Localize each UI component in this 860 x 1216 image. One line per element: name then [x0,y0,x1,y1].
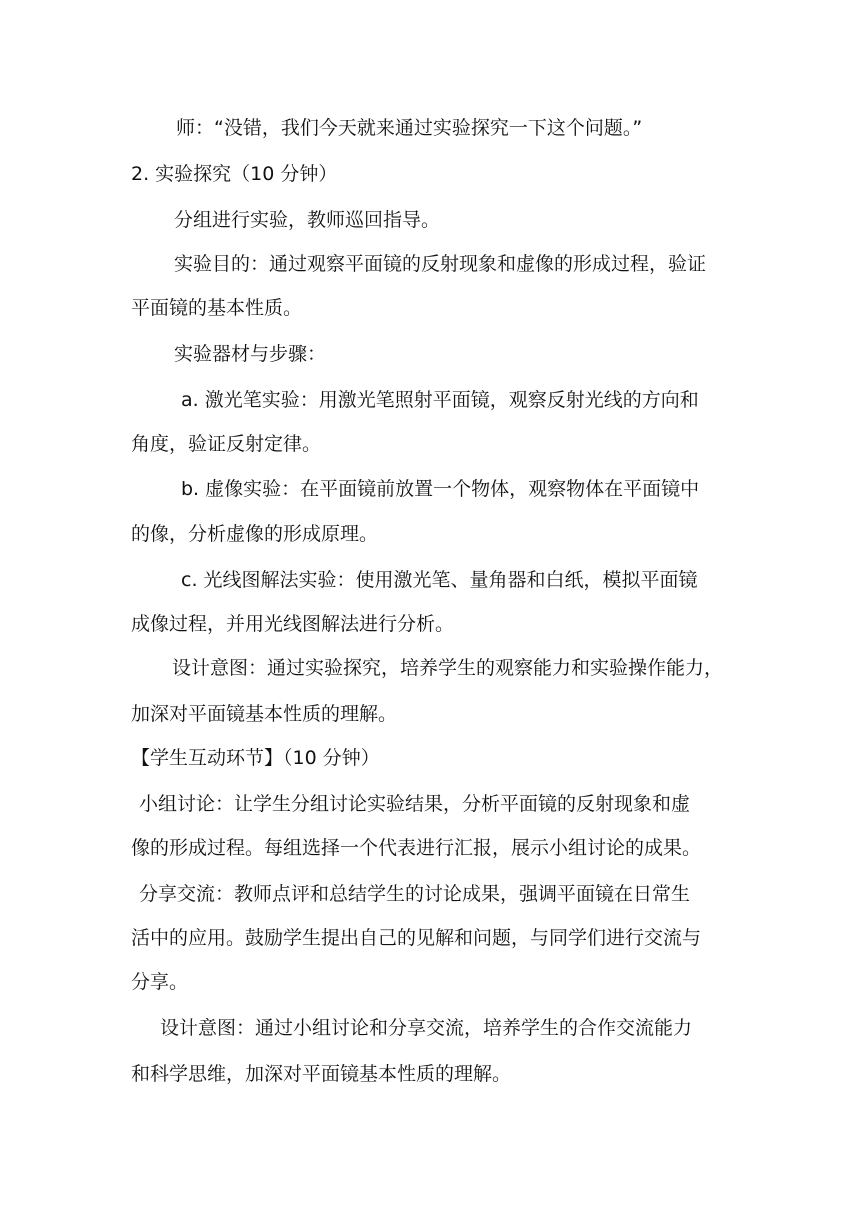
paragraph-line: 实验目的：通过观察平面镜的反射现象和虚像的形成过程，验证 [174,253,707,275]
list-item-a: a. 激光笔实验：用激光笔照射平面镜，观察反射光线的方向和 [181,389,699,411]
paragraph-line: 像的形成过程。每组选择一个代表进行汇报，展示小组讨论的成果。 [131,837,702,859]
paragraph-line: 小组讨论：让学生分组讨论实验结果，分析平面镜的反射现象和虚 [139,793,691,815]
paragraph-line: 活中的应用。鼓励学生提出自己的见解和问题，与同学们进行交流与 [131,927,702,949]
list-item-b-cont: 的像，分析虚像的形成原理。 [131,523,379,545]
list-item-c: c. 光线图解法实验：使用激光笔、量角器和白纸，模拟平面镜 [181,569,698,591]
paragraph-line: 设计意图：通过实验探究，培养学生的观察能力和实验操作能力， [172,657,724,679]
paragraph-line: 实验器材与步骤： [174,343,327,365]
paragraph-line: 平面镜的基本性质。 [131,297,303,319]
paragraph-line: 分享交流：教师点评和总结学生的讨论成果，强调平面镜在日常生 [139,883,691,905]
section-heading-interaction: 【学生互动环节】（10 分钟） [131,747,380,769]
list-item-a-cont: 角度，验证反射定律。 [131,433,322,455]
teacher-quote-line: 师：“没错，我们今天就来通过实验探究一下这个问题。” [176,117,643,139]
list-item-b: b. 虚像实验：在平面镜前放置一个物体，观察物体在平面镜中 [181,478,700,500]
list-item-c-cont: 成像过程，并用光线图解法进行分析。 [131,613,455,635]
paragraph-line: 分组进行实验，教师巡回指导。 [174,209,441,231]
section-heading-experiment: 2. 实验探究（10 分钟） [131,163,338,185]
paragraph-line: 和科学思维，加深对平面镜基本性质的理解。 [131,1063,512,1085]
paragraph-line: 分享。 [131,971,189,993]
paragraph-line: 设计意图：通过小组讨论和分享交流，培养学生的合作交流能力 [160,1017,693,1039]
paragraph-line: 加深对平面镜基本性质的理解。 [131,703,398,725]
